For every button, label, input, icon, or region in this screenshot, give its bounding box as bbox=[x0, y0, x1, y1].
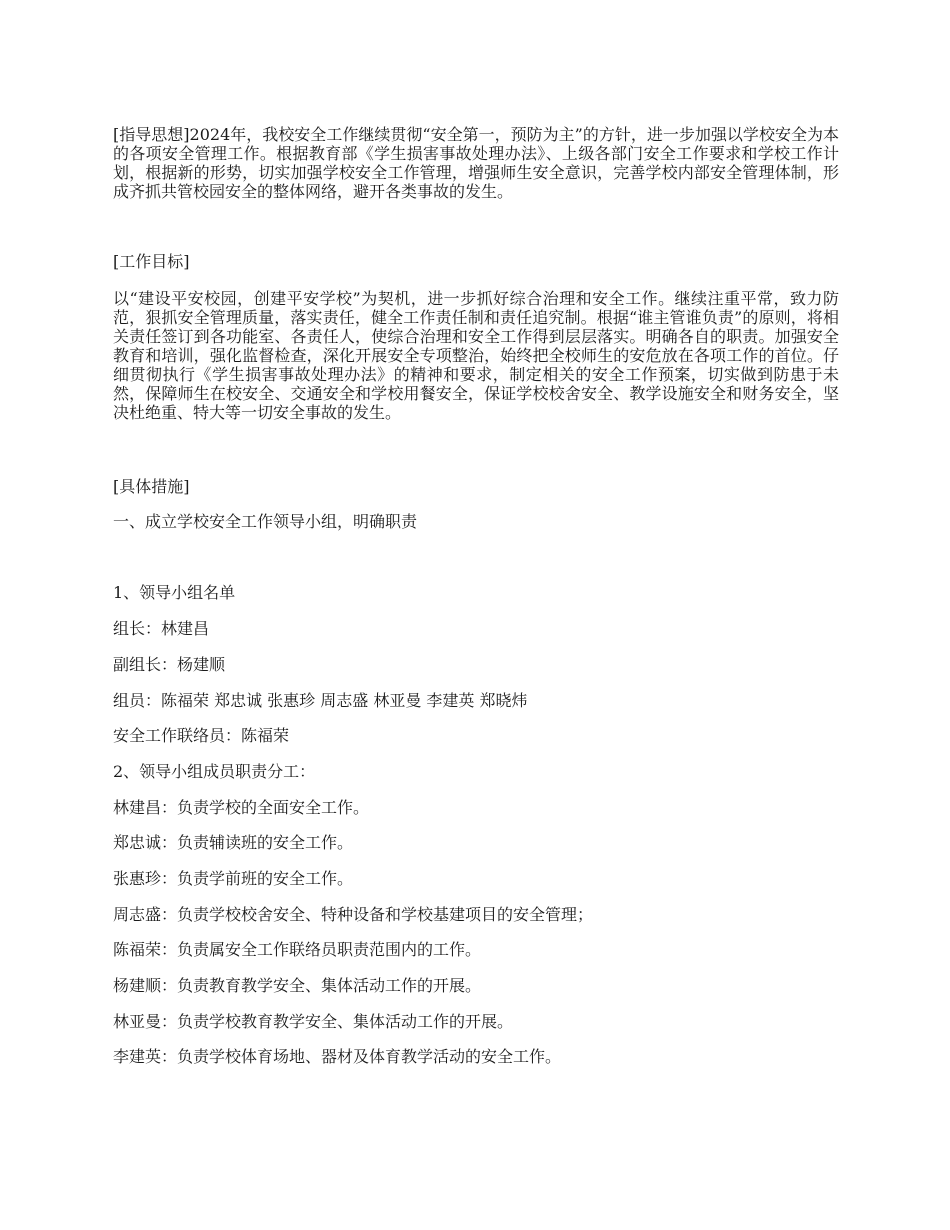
duty-item: 林亚曼：负责学校教育教学安全、集体活动工作的开展。 bbox=[113, 1012, 514, 1031]
duties-title: 2、领导小组成员职责分工： bbox=[113, 762, 316, 781]
guiding-thought-paragraph: [指导思想]2024年，我校安全工作继续贯彻“安全第一，预防为主”的方针，进一步加强以学校安全为本的各项安全管理工作。根据教育部《学生损害事故处理办法》、上级各部门安全工作要求和学校工作计划，根据新的形势，切实加强学校安全工作管理，增强师生安全意识，完善学校内部安全管理体制，形成齐抓共管校园安全的整体网络，避开各类事故的发生。 bbox=[113, 125, 839, 201]
goal-heading: [工作目标] bbox=[113, 252, 190, 271]
deputy-leader: 副组长：杨建顺 bbox=[113, 655, 226, 674]
duty-item: 杨建顺：负责教育教学安全、集体活动工作的开展。 bbox=[113, 976, 482, 995]
safety-liaison: 安全工作联络员：陈福荣 bbox=[113, 726, 290, 745]
section-1-heading: 一、成立学校安全工作领导小组，明确职责 bbox=[113, 512, 418, 531]
duty-item: 周志盛：负责学校校舍安全、特种设备和学校基建项目的安全管理； bbox=[113, 905, 594, 924]
duty-item: 陈福荣：负责属安全工作联络员职责范围内的工作。 bbox=[113, 940, 482, 959]
group-members: 组员：陈福荣 郑忠诚 张惠珍 周志盛 林亚曼 李建英 郑晓炜 bbox=[113, 691, 528, 710]
duty-item: 郑忠诚：负责辅读班的安全工作。 bbox=[113, 833, 354, 852]
measures-heading: [具体措施] bbox=[113, 477, 190, 496]
group-leader: 组长：林建昌 bbox=[113, 619, 210, 638]
leadership-list-title: 1、领导小组名单 bbox=[113, 583, 236, 602]
duty-item: 张惠珍：负责学前班的安全工作。 bbox=[113, 869, 354, 888]
goal-paragraph: 以“建设平安校园，创建平安学校”为契机，进一步抓好综合治理和安全工作。继续注重平常，致力防范，狠抓安全管理质量，落实责任，健全工作责任制和责任追究制。根据“谁主管谁负责”的原则，将相关责任签订到各功能室、各责任人，使综合治理和安全工作得到层层落实。明确各自的职责。加强安全教育和培训，强化监督检查，深化开展安全专项整治，始终把全校师生的安危放在各项工作的首位。仔细贯彻执行《学生损害事故处理办法》的精神和要求，制定相关的安全工作预案，切实做到防患于未然，保障师生在校安全、交通安全和学校用餐安全，保证学校校舍安全、教学设施安全和财务安全，坚决杜绝重、特大等一切安全事故的发生。 bbox=[113, 289, 839, 422]
duty-item: 李建英：负责学校体育场地、器材及体育教学活动的安全工作。 bbox=[113, 1047, 562, 1066]
duty-item: 林建昌：负责学校的全面安全工作。 bbox=[113, 798, 370, 817]
